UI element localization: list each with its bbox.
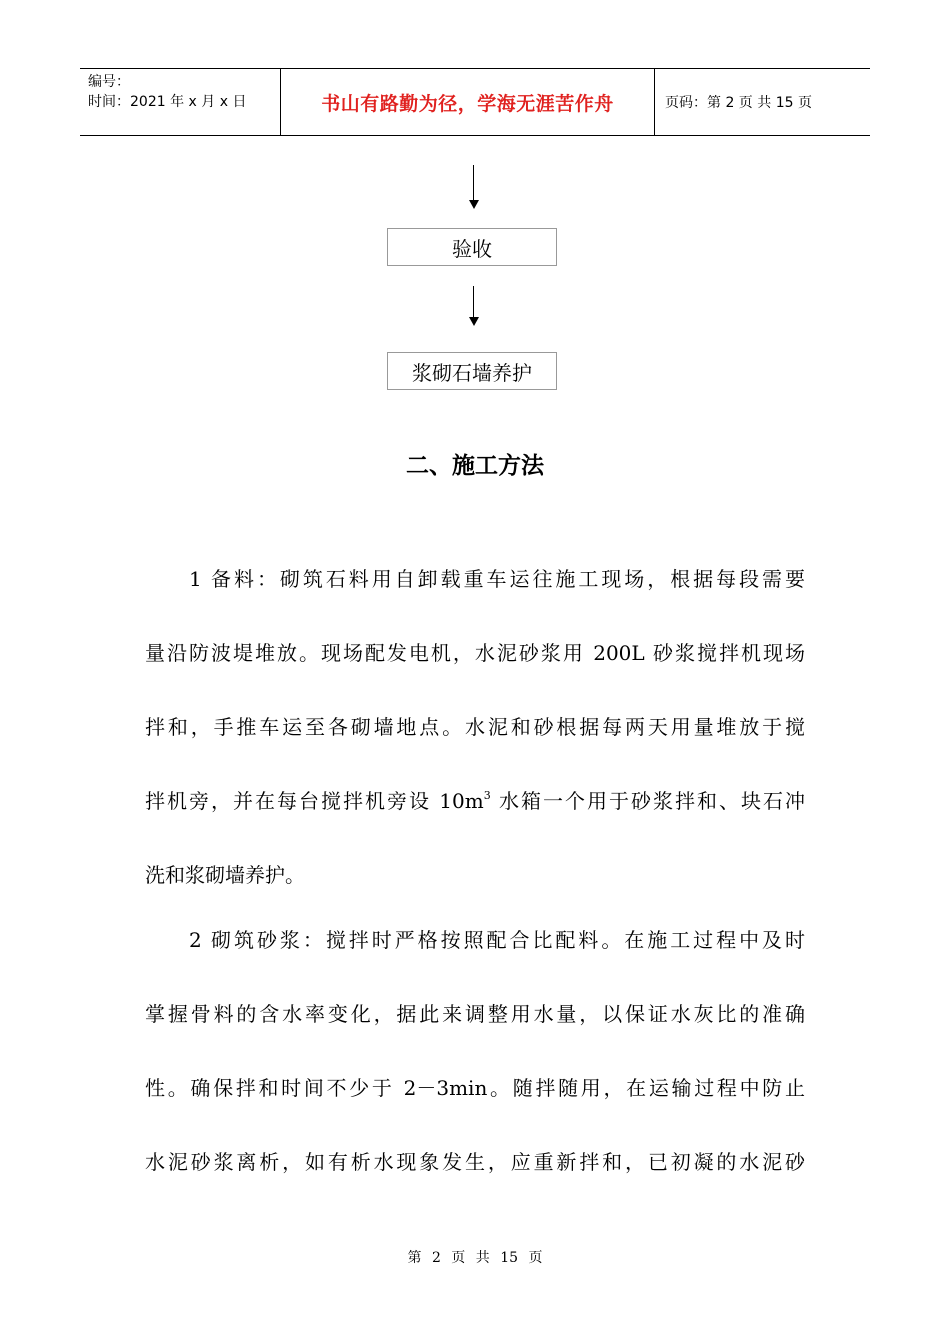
paragraph-mortar <box>145 903 805 1199</box>
number-label: 编号： <box>88 74 130 90</box>
para1-line3: 拌和，手推车运至各砌墙地点。水泥和砂根据每两天用量堆放于搅 <box>145 715 805 739</box>
date-label: 时间：2021 年 x 月 x 日 <box>88 94 247 110</box>
flow-box-curing: 浆砌石墙养护 <box>387 352 557 390</box>
para2-line2: 掌握骨料的含水率变化，据此来调整用水量，以保证水灰比的准确 <box>145 1002 805 1026</box>
header-motto: 书山有路勤为径，学海无涯苦作舟 <box>281 69 655 135</box>
para1-line4-b: 水箱一个用于砂浆拌和、块石冲 <box>490 789 805 813</box>
paragraph-materials <box>145 542 805 912</box>
para1-line1: 1 备料：砌筑石料用自卸载重车运往施工现场，根据每段需要 <box>189 567 805 591</box>
header-page-info: 页码：第 2 页 共 15 页 <box>665 95 812 111</box>
para2-line1: 2 砌筑砂浆：搅拌时严格按照配合比配料。在施工过程中及时 <box>189 928 805 952</box>
para1-line2: 量沿防波堤堆放。现场配发电机，水泥砂浆用 200L 砂浆搅拌机现场 <box>145 641 805 665</box>
para2-line3: 性。确保拌和时间不少于 2－3min。随拌随用，在运输过程中防止 <box>145 1076 805 1100</box>
section-title: 二、施工方法 <box>406 452 544 479</box>
para1-line4-a: 拌机旁，并在每台搅拌机旁设 10m <box>145 789 484 813</box>
superscript-3: 3 <box>483 789 491 802</box>
para1-line5: 洗和浆砌墙养护。 <box>145 863 305 887</box>
para2-line4: 水泥砂浆离析，如有析水现象发生，应重新拌和，已初凝的水泥砂 <box>145 1150 805 1174</box>
page-header <box>80 68 870 136</box>
header-meta <box>80 69 281 135</box>
page-footer: 第 2 页 共 15 页 <box>407 1250 543 1266</box>
para1-line4 <box>145 764 805 838</box>
flow-box-acceptance: 验收 <box>387 228 557 266</box>
